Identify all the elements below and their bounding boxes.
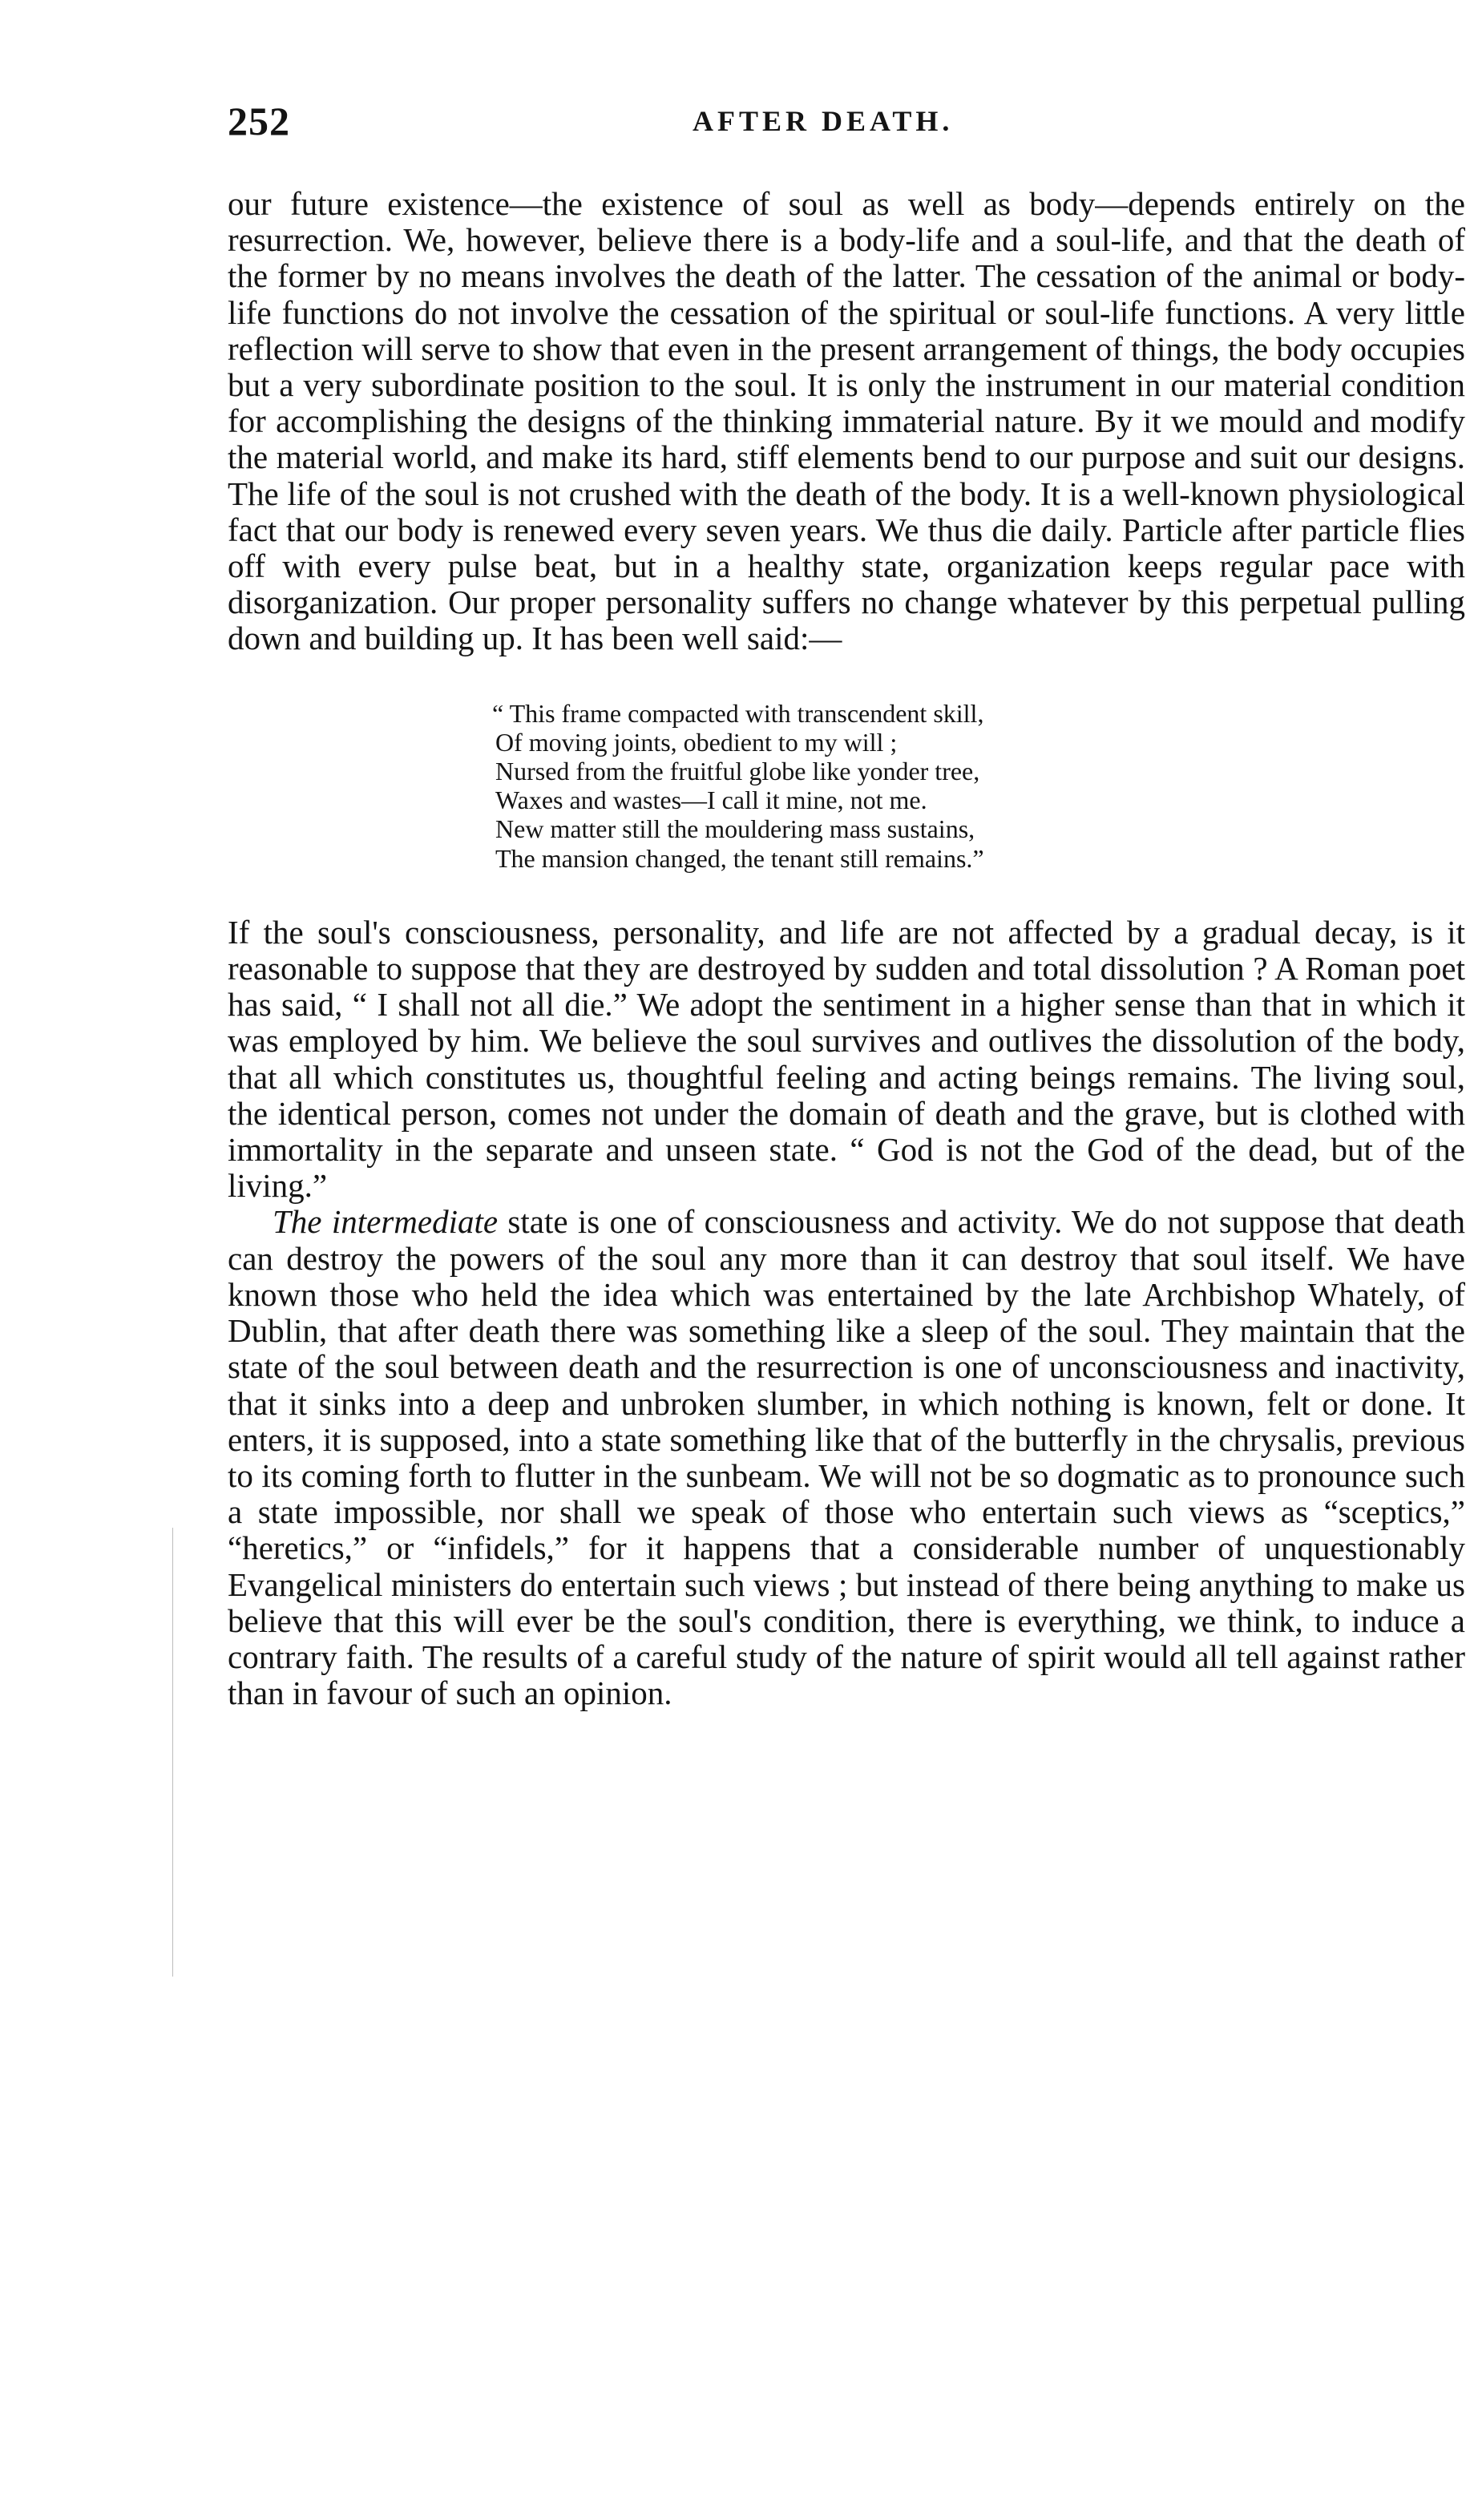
page-number: 252 bbox=[228, 99, 290, 143]
verse-quotation bbox=[492, 699, 1465, 873]
paragraph-3-text: state is one of consciousness and activity. We do not suppose that death can destroy the powers of the soul any more than it can destroy that soul itself. We have known those who held the idea which was entertained by the late Archbishop Whately, of Dublin, that after death there was something like a sleep of the soul. They maintain that the state of the soul between death and the resurrection is one of unconsciousness and inactivity, that it sinks into a deep and unbroken slumber, in which nothing is known, felt or done. It enters, it is supposed, into a state something like that of the butterfly in the chrysalis, previous to its coming forth to flutter in the sunbeam. We will not be so dogmatic as to pronounce such a state impossible, nor shall we speak of those who entertain such views as “sceptics,” “heretics,” or “infidels,” for it happens that a considerable number of unquestionably Evangelical ministers do entertain such views ; but instead of there being anything to make us believe that this will ever be the soul's condition, there is everything, we think, to induce a contrary faith. The results of a careful study of the nature of spirit would all tell against rather than in favour of such an opinion. bbox=[228, 1203, 1465, 1712]
margin-rule bbox=[172, 1528, 173, 1977]
running-title: AFTER DEATH. bbox=[693, 105, 954, 137]
verse-line: The mansion changed, the tenant still remains.” bbox=[495, 843, 984, 873]
running-head bbox=[228, 98, 1470, 154]
verse-line: Waxes and wastes—I call it mine, not me. bbox=[495, 785, 927, 815]
body-text bbox=[228, 186, 1465, 1711]
paragraph-3 bbox=[228, 1204, 1465, 1711]
verse-line: “ This frame compacted with transcendent skill, bbox=[492, 698, 984, 728]
italic-lead: The intermediate bbox=[273, 1203, 499, 1241]
paragraph-2: If the soul's consciousness, personality, and life are not affected by a gradual decay, is it reasonable to suppose that they are destroyed by sudden and total dissolution ? A Roman poet has said, “ I shall not all die.” We adopt the sentiment in a higher sense than that in which it was employed by him. We believe the soul survives and outlives the dissolution of the body, that all which constitutes us, thoughtful feeling and acting beings remains. The living soul, the identical person, comes not under the domain of death and the grave, but is clothed with immortality in the separate and unseen state. “ God is not the God of the dead, but of the living.” bbox=[228, 913, 1465, 1205]
verse-line: Nursed from the fruitful globe like yonder tree, bbox=[495, 757, 980, 786]
paragraph-1: our future existence—the existence of soul as well as body—depends entirely on the resurrection. We, however, believe there is a body-life and a soul-life, and that the death of the former by no means involves the death of the latter. The cessation of the animal or body-life functions do not involve the cessation of the spiritual or soul-life functions. A very little reflection will serve to show that even in the present arrangement of things, the body occupies but a very subordinate position to the soul. It is only the instrument in our material condition for accomplishing the designs of the thinking immaterial nature. By it we mould and modify the material world, and make its hard, stiff elements bend to our purpose and suit our designs. The life of the soul is not crushed with the death of the body. It is a well-known physiological fact that our body is renewed every seven years. We thus die daily. Particle after particle flies off with every pulse beat, but in a healthy state, organization keeps regular pace with disorganization. Our proper personality suffers no change whatever by this perpetual pulling down and building up. It has been well said:— bbox=[228, 185, 1465, 657]
verse-line: New matter still the mouldering mass sustains, bbox=[495, 814, 975, 844]
verse-line: Of moving joints, obedient to my will ; bbox=[495, 727, 898, 757]
